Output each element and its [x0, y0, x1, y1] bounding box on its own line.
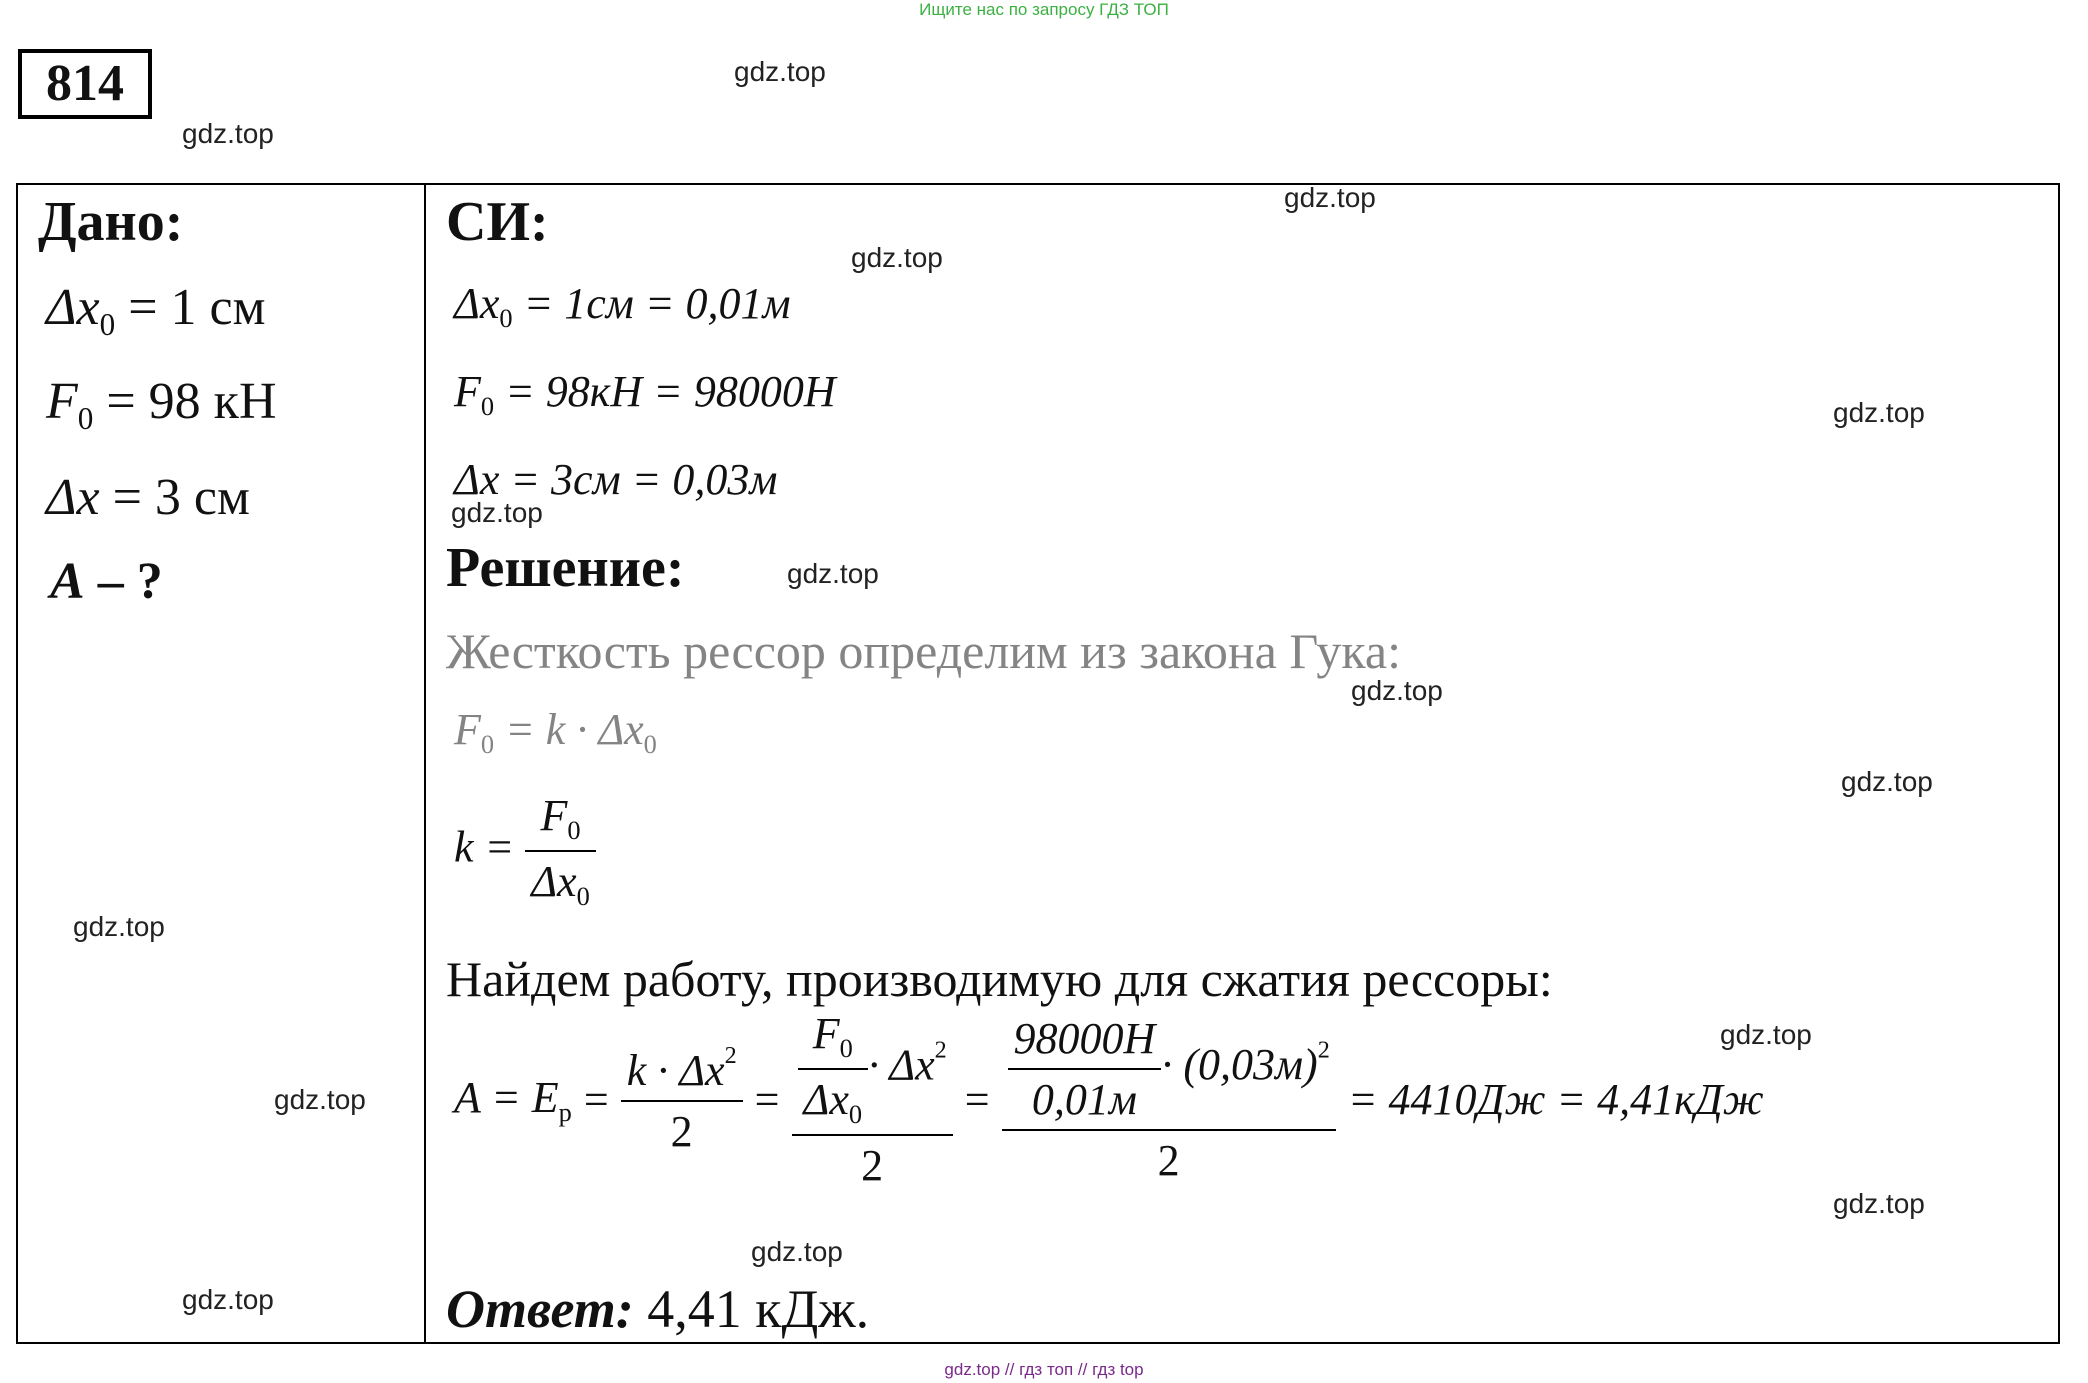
- work-fraction-2: $\frac{F_0}{\Delta x_0}$ · $\Delta x^2$ 2: [792, 1008, 953, 1191]
- watermark: gdz.top: [274, 1084, 366, 1115]
- given-a-unknown: A – ?: [50, 553, 163, 610]
- si-dx: Δx = 3см = 0,03м: [454, 455, 778, 504]
- answer: Ответ: 4,41 кДж.: [446, 1279, 870, 1339]
- watermark: gdz.top: [751, 1236, 843, 1267]
- work-fraction-3: $\frac{98000Н}{0,01м}$ · $(0,03м)^2$ 2: [1002, 1013, 1336, 1186]
- watermark: gdz.top: [73, 911, 165, 942]
- watermark: gdz.top: [734, 56, 826, 87]
- task-number: 814: [18, 49, 152, 119]
- watermark: gdz.top: [787, 558, 879, 589]
- watermark: gdz.top: [182, 118, 274, 149]
- footer-links[interactable]: gdz.top // гдз топ // гдз top: [944, 1360, 1144, 1379]
- solution-title: Решение:: [446, 537, 685, 599]
- dano-title: Дано:: [38, 191, 184, 253]
- work-text: Найдем работу, производимую для сжатия рессоры:: [446, 951, 1553, 1007]
- hooke-text: Жесткость рессор определим из закона Гука:: [446, 623, 1401, 679]
- column-divider: [424, 183, 426, 1343]
- work-fraction-2-inner: $\frac{F_0}{\Delta x_0}$: [798, 1008, 869, 1130]
- watermark: gdz.top: [182, 1284, 274, 1315]
- watermark: gdz.top: [451, 497, 543, 528]
- watermark: gdz.top: [1833, 397, 1925, 428]
- work-formula: $A = E_p$ = $\frac{k \cdot \Delta x^2}{2}$ = $\frac{F_0}{\Delta x_0}$ · $\Delta x^2$ 2 = $\frac{98000Н}{0,01м}$ · $(0,03м)^2$ 2 = 4410Дж = 4,41кДж: [454, 1009, 1764, 1191]
- watermark: gdz.top: [1351, 675, 1443, 706]
- work-fraction-3-inner: $\frac{98000Н}{0,01м}$: [1008, 1013, 1162, 1125]
- top-banner[interactable]: Ищите нас по запросу ГДЗ ТОП: [919, 0, 1169, 19]
- given-f0: $F_0 = 98$ кН: [46, 373, 277, 436]
- si-dx0: $\Delta x_0 = 1см = 0,01м$: [454, 279, 791, 334]
- given-dx0: $\Delta x_0 = 1$ см: [46, 279, 266, 342]
- watermark: gdz.top: [1720, 1019, 1812, 1050]
- k-formula: k = $\frac{F_0}{\Delta x_0}$: [454, 790, 596, 912]
- watermark: gdz.top: [1284, 182, 1376, 213]
- watermark: gdz.top: [1833, 1188, 1925, 1219]
- k-fraction: $\frac{F_0}{\Delta x_0}$: [525, 790, 596, 912]
- given-dx: Δx = 3 см: [46, 469, 250, 526]
- hooke-formula: $F_0 = k \cdot \Delta x_0$: [454, 705, 657, 760]
- work-fraction-1: $\frac{k \cdot \Delta x^2}{2}$: [621, 1042, 743, 1157]
- watermark: gdz.top: [851, 242, 943, 273]
- watermark: gdz.top: [1841, 766, 1933, 797]
- si-title: СИ:: [446, 191, 549, 253]
- si-f0: $F_0 = 98кН = 98000Н$: [454, 367, 836, 422]
